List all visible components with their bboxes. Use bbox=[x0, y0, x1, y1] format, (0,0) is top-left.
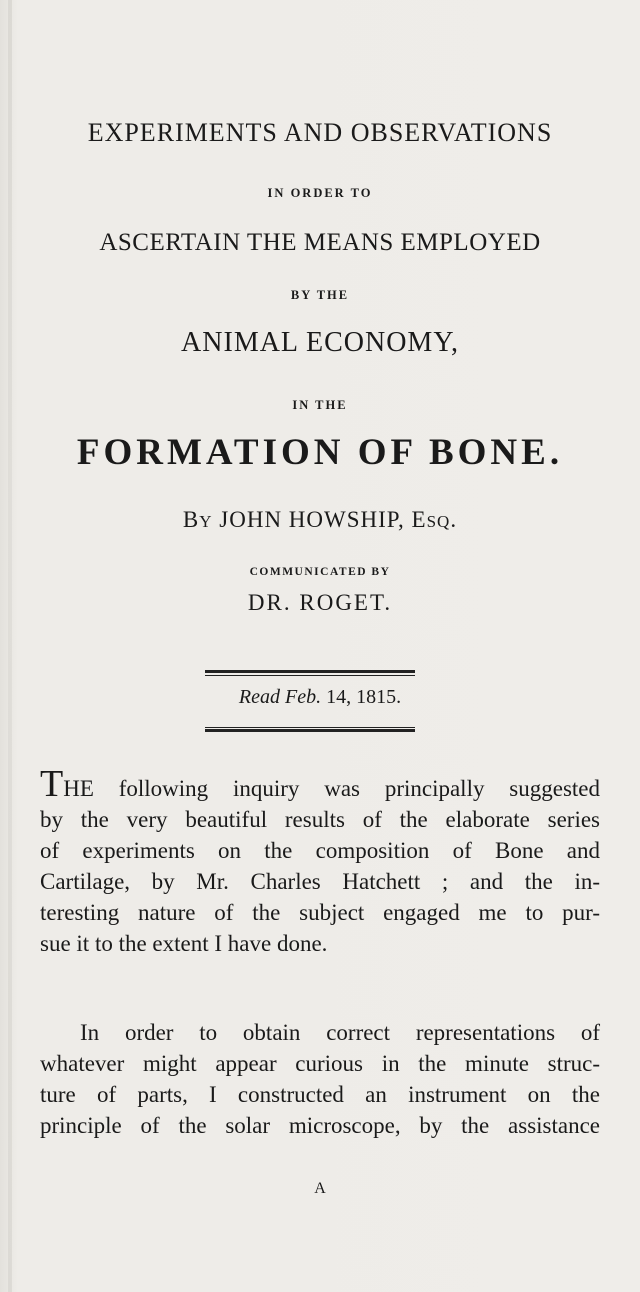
author-by-initial: B bbox=[182, 507, 200, 532]
paragraph-2-line-3: ture of parts, I constructed an instrument on the bbox=[40, 1082, 600, 1107]
read-date bbox=[0, 686, 640, 709]
rule-bottom-thick bbox=[205, 729, 415, 732]
signature-mark: A bbox=[314, 1180, 326, 1197]
title-line-5: ANIMAL ECONOMY, bbox=[181, 327, 459, 358]
author-name: JOHN HOWSHIP, E bbox=[212, 507, 427, 532]
read-date-value: 14, 1815. bbox=[321, 686, 402, 708]
communicated-label: COMMUNICATED BY bbox=[249, 566, 391, 578]
drop-cap: T bbox=[40, 763, 64, 805]
author-by-small: Y bbox=[199, 512, 213, 531]
title-line-4: BY THE bbox=[290, 288, 350, 302]
rule-top-thick bbox=[205, 670, 415, 673]
paragraph-1 bbox=[40, 763, 600, 959]
paragraph-2-line-4: principle of the solar microscope, by the assistance bbox=[40, 1113, 600, 1138]
paragraph-1-line-1: THE following inquiry was principally suggested bbox=[40, 763, 600, 805]
title-line-1: EXPERIMENTS AND OBSERVATIONS bbox=[87, 118, 553, 147]
first-word-rest: HE bbox=[63, 776, 94, 801]
author-esq-end: . bbox=[450, 507, 458, 532]
author-line bbox=[0, 507, 640, 533]
paragraph-2 bbox=[40, 1017, 600, 1141]
title-main: FORMATION OF BONE. bbox=[76, 432, 564, 473]
paragraph-2-line-1: In order to obtain correct representations of bbox=[80, 1020, 600, 1045]
author-esq-small: SQ bbox=[426, 512, 451, 531]
rule-top-thin bbox=[205, 675, 415, 676]
read-italic: Read Feb. bbox=[238, 686, 322, 708]
paragraph-2-line-2: whatever might appear curious in the minute struc- bbox=[40, 1051, 600, 1076]
communicator-name: DR. ROGET. bbox=[247, 590, 393, 615]
rule-bottom-thin bbox=[205, 727, 415, 728]
paragraph-1-line-3: of experiments on the composition of Bone and bbox=[40, 838, 600, 863]
paragraph-1-line-6: sue it to the extent I have done. bbox=[40, 931, 328, 956]
paragraph-1-line-5: teresting nature of the subject engaged me to pur- bbox=[40, 900, 600, 925]
title-line-6: IN THE bbox=[292, 398, 348, 412]
title-line-2: IN ORDER TO bbox=[267, 186, 373, 200]
paragraph-1-line-2: by the very beautiful results of the elaborate series bbox=[40, 807, 600, 832]
paragraph-1-line-4: Cartilage, by Mr. Charles Hatchett ; and the in- bbox=[40, 869, 600, 894]
title-line-3: ASCERTAIN THE MEANS EMPLOYED bbox=[99, 229, 541, 256]
